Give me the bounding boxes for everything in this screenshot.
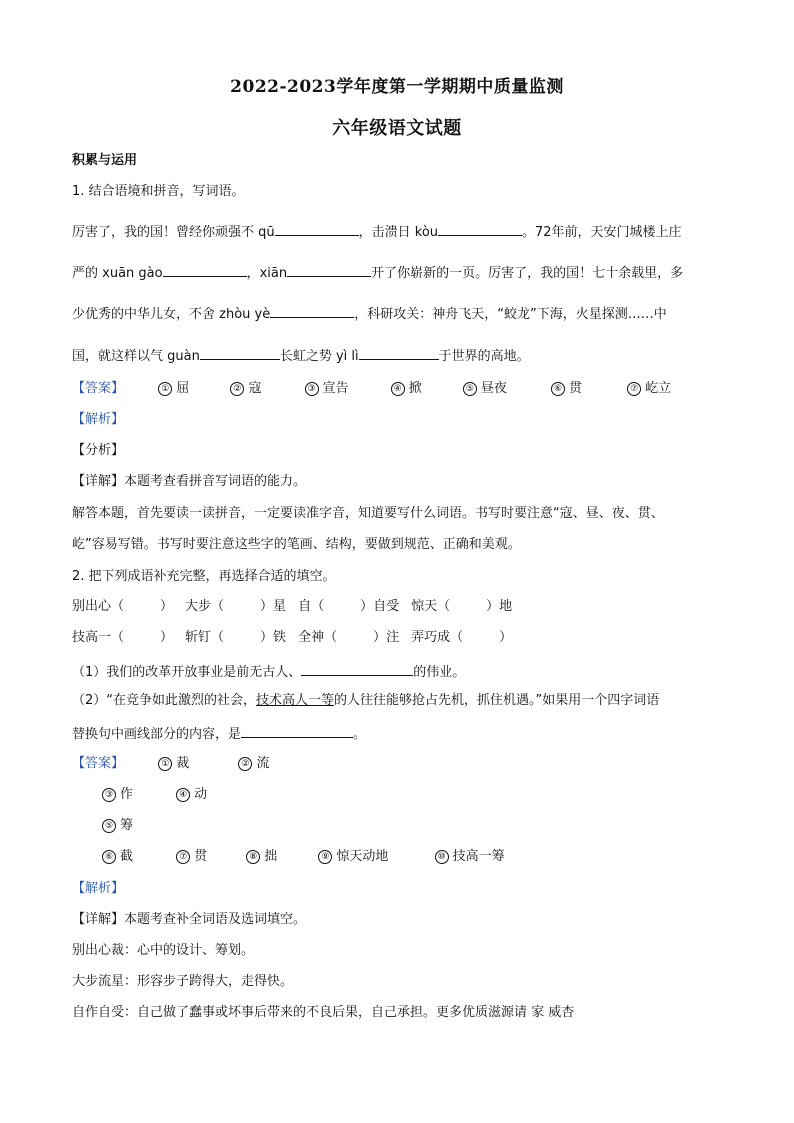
q1-explanation-2: 屹”容易写错。书写时要注意这些字的笔画、结构，要做到规范、正确和美观。 [72, 537, 521, 552]
q1-explanation-1: 解答本题，首先要读一读拼音，一定要读准字音，知道要写什么词语。书写时要注意“寇、昼、夜、贯、 [72, 506, 664, 521]
q2-answer-row-4: ⑥ 截 ⑦ 贯 ⑧ 拙 ⑨ 惊天动地 ⑩ 技高一筹 [102, 848, 505, 866]
q2-sentence-2: （2）“在竞争如此激烈的社会，技术高人一等的人往往能够抢占先机，抓住机遇。”如果用一个四字词语 [72, 693, 660, 708]
q2-answer-row-2: ③ 作 ④ 动 [102, 786, 236, 804]
q2-sentence-3: 替换句中画线部分的内容，是 。 [72, 723, 366, 744]
fill-blank[interactable] [438, 221, 522, 236]
fill-blank[interactable] [301, 661, 413, 676]
q2-analysis-label: 【解析】 [72, 881, 125, 896]
q1-passage-line-1: 厉害了，我的国！曾经你顽强不 qū ，击溃日 kòu 。72年前，天安门城楼上庄 [72, 221, 682, 242]
section-heading: 积累与运用 [72, 153, 138, 168]
fill-blank[interactable] [287, 262, 371, 277]
q1-detail: 【详解】本题考查看拼音写词语的能力。 [72, 474, 307, 489]
idiom-row-1: 别出心（ ） 大步（ ）星 自（ ）自受 惊天（ ）地 [72, 599, 513, 614]
idiom-row-2: 技高一（ ） 斩钉（ ）铁 全神（ ）注 弄巧成（ ） [72, 630, 513, 645]
q1-passage-line-2: 严的 xuān gào ，xiān 开了你崭新的一页。厉害了，我的国！七十余载里，多 [72, 262, 683, 283]
fill-blank[interactable] [275, 221, 359, 236]
fill-blank[interactable] [359, 345, 439, 360]
fill-blank[interactable] [270, 303, 354, 318]
q2-explanation-3: 自作自受：自己做了蠢事或坏事后带来的不良后果，自己承担。更多优质滋源请 家 威杏 [72, 1005, 575, 1020]
q2-explanation-1: 别出心裁：心中的设计、筹划。 [72, 943, 255, 958]
fill-blank[interactable] [200, 345, 280, 360]
q1-answer-row: 【答案】 ① 屈 ② 寇 ③ 宣告 ④ 掀 ⑤ 昼夜 ⑥ 贯 ⑦ 屹立 [72, 381, 672, 396]
q1-passage-line-4: 国，就这样以气 guàn 长虹之势 yì lì 于世界的高地。 [72, 345, 530, 366]
fenxi-label: 【分析】 [72, 443, 125, 458]
q1-stem: 1. 结合语境和拼音，写词语。 [72, 184, 245, 199]
q2-stem: 2. 把下列成语补充完整，再选择合适的填空。 [72, 569, 336, 584]
q2-explanation-2: 大步流星：形容步子跨得大，走得快。 [72, 974, 294, 989]
answer-label: 【答案】 [72, 756, 125, 771]
fill-blank[interactable] [163, 262, 247, 277]
q2-sentence-1: （1）我们的改革开放事业是前无古人、 的伟业。 [72, 661, 465, 682]
fill-blank[interactable] [241, 723, 353, 738]
q1-passage-line-3: 少优秀的中华儿女，不舍 zhòu yè ，科研攻关：神舟飞天，“蛟龙”下海，火星探测……中 [72, 303, 667, 324]
q2-answer-row-3: ⑤ 筹 [102, 817, 133, 835]
page-title: 2022-2023学年度第一学期期中质量监测 [230, 77, 564, 97]
q2-detail: 【详解】本题考查补全词语及选词填空。 [72, 912, 307, 927]
answer-label: 【答案】 [72, 381, 125, 396]
q2-answer-row-1: 【答案】 ① 裁 ② 流 [72, 756, 270, 771]
page-subtitle: 六年级语文试题 [332, 118, 462, 139]
analysis-label: 【解析】 [72, 412, 125, 427]
